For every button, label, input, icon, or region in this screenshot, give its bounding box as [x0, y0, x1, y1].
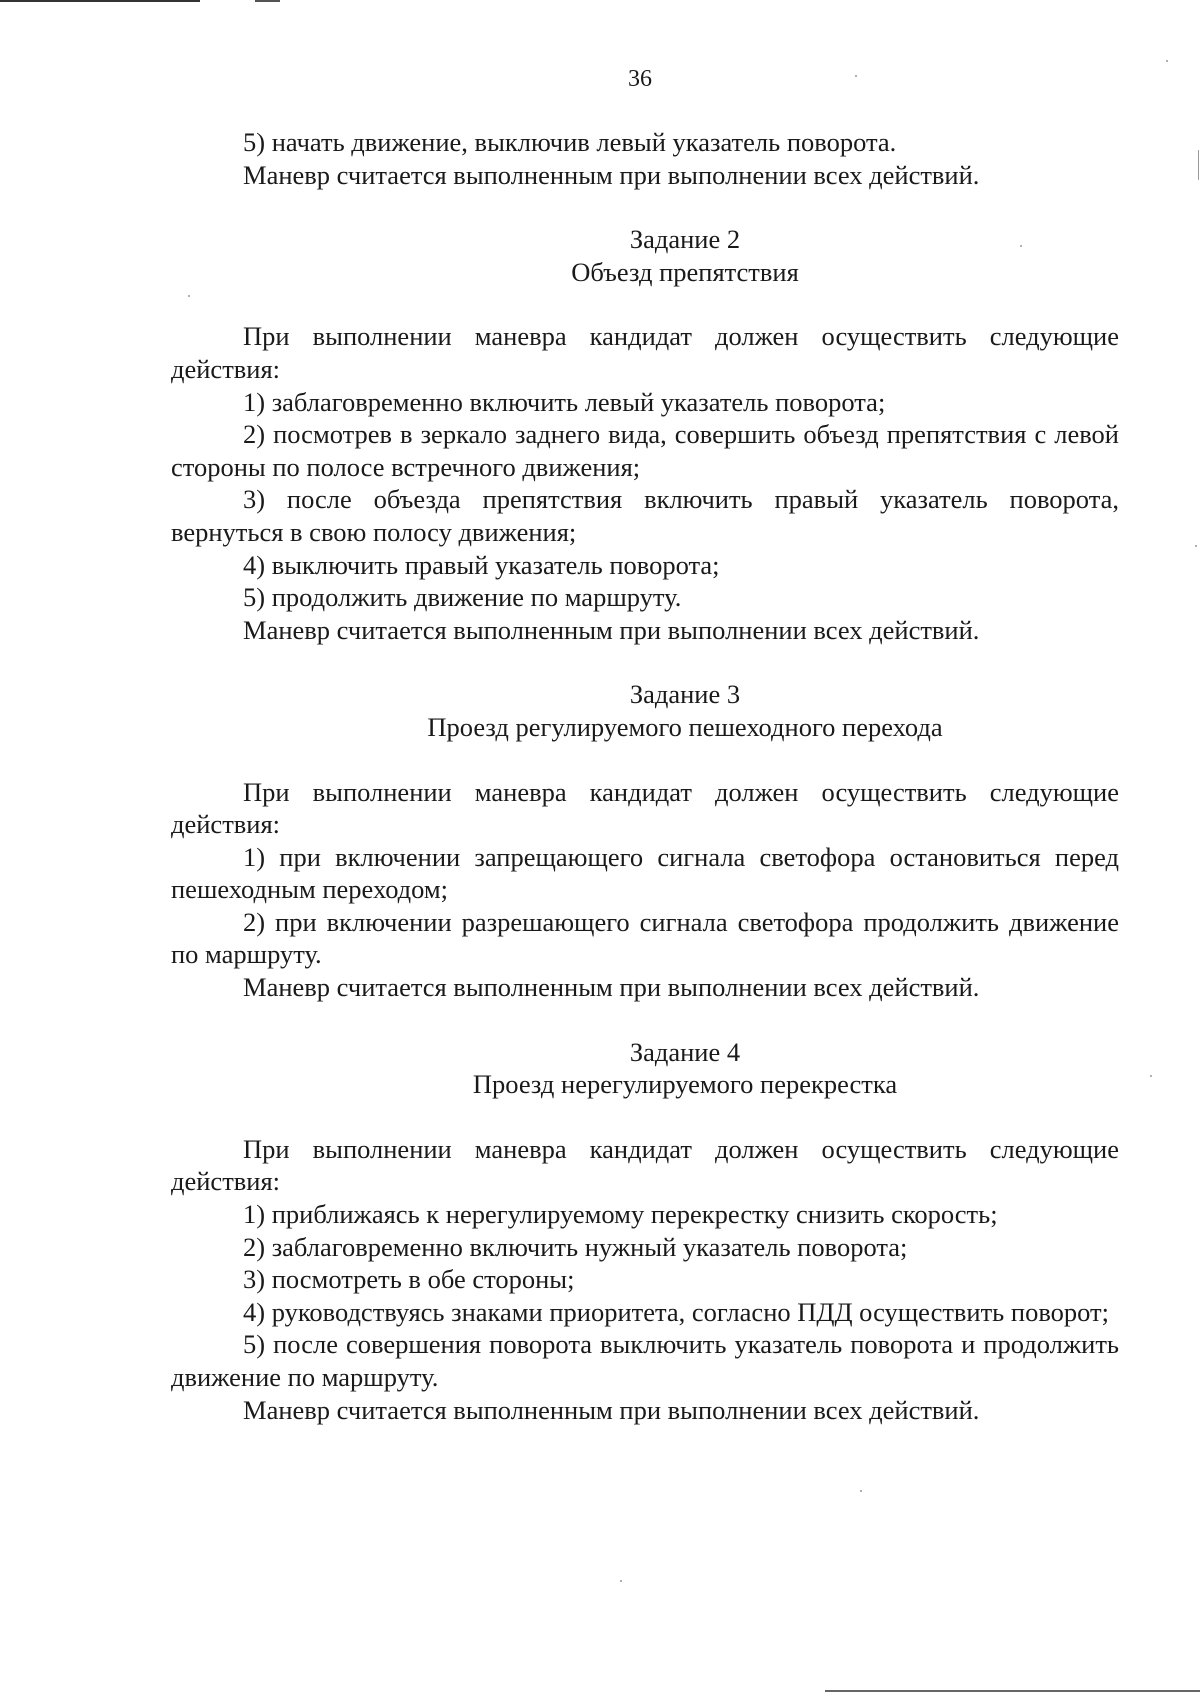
scan-speck — [620, 1580, 622, 1582]
paragraph: 1) заблаговременно включить левый указатель поворота; — [243, 386, 886, 417]
scan-edge-bottom — [825, 1690, 1200, 1692]
section-task-4 — [171, 1036, 1119, 1427]
paragraph: При выполнении маневра кандидат должен осуществить следующие действия: — [171, 1133, 1119, 1197]
paragraph: Маневр считается выполненным при выполнении всех действий. — [243, 614, 980, 645]
scan-edge-top — [0, 0, 200, 2]
paragraph: 2) при включении разрешающего сигнала светофора продолжить движение по маршруту. — [171, 906, 1119, 970]
paragraph: Маневр считается выполненным при выполнении всех действий. — [243, 1394, 980, 1425]
task-title: Проезд нерегулируемого перекрестка — [472, 1069, 898, 1100]
scan-edge-top-fragment — [255, 0, 280, 2]
paragraph: При выполнении маневра кандидат должен осуществить следующие действия: — [171, 321, 1119, 384]
paragraph: 5) продолжить движение по маршруту. — [243, 582, 682, 613]
page-number: 36 — [628, 66, 652, 92]
task-title: Проезд регулируемого пешеходного перехода — [427, 711, 943, 742]
scan-speck — [1150, 1075, 1152, 1077]
section-task-3 — [171, 678, 1119, 1003]
scan-speck — [855, 75, 857, 77]
task-number: Задание 3 — [629, 679, 741, 710]
paragraph: 1) при включении запрещающего сигнала светофора остановиться перед пешеходным переходом; — [171, 841, 1119, 905]
document-body — [171, 126, 1119, 1426]
intro-paragraph-1: 5) начать движение, выключив левый указатель поворота. — [243, 127, 897, 157]
paragraph: 2) посмотрев в зеркало заднего вида, совершить объезд препятствия с левой стороны по полосе встречного движения; — [171, 419, 1119, 482]
paragraph: Маневр считается выполненным при выполнении всех действий. — [243, 972, 980, 1003]
scan-speck — [1020, 245, 1022, 247]
paragraph: 4) руководствуясь знаками приоритета, согласно ПДД осуществить поворот; — [243, 1296, 1109, 1327]
task-title: Объезд препятствия — [571, 256, 799, 287]
scan-speck — [1166, 60, 1168, 62]
paragraph: 5) после совершения поворота выключить указатель поворота и продолжить движение по маршруту. — [171, 1329, 1119, 1392]
scan-speck — [860, 1490, 862, 1492]
scan-speck — [188, 295, 190, 297]
section-task-2 — [171, 223, 1119, 646]
scan-speck — [1195, 545, 1197, 547]
paragraph: 1) приближаясь к нерегулируемому перекрестку снизить скорость; — [243, 1199, 998, 1230]
paragraph: 3) посмотреть в обе стороны; — [243, 1264, 575, 1295]
scan-speck — [1198, 150, 1199, 180]
task-number: Задание 2 — [629, 224, 741, 255]
paragraph: При выполнении маневра кандидат должен осуществить следующие действия: — [171, 776, 1119, 840]
task-number: Задание 4 — [629, 1036, 741, 1067]
paragraph: 3) после объезда препятствия включить правый указатель поворота, вернуться в свою полосу движения; — [171, 484, 1119, 547]
intro-paragraph-2: Маневр считается выполненным при выполнении всех действий. — [243, 159, 980, 190]
paragraph: 2) заблаговременно включить нужный указатель поворота; — [243, 1231, 908, 1262]
paragraph: 4) выключить правый указатель поворота; — [243, 549, 720, 580]
